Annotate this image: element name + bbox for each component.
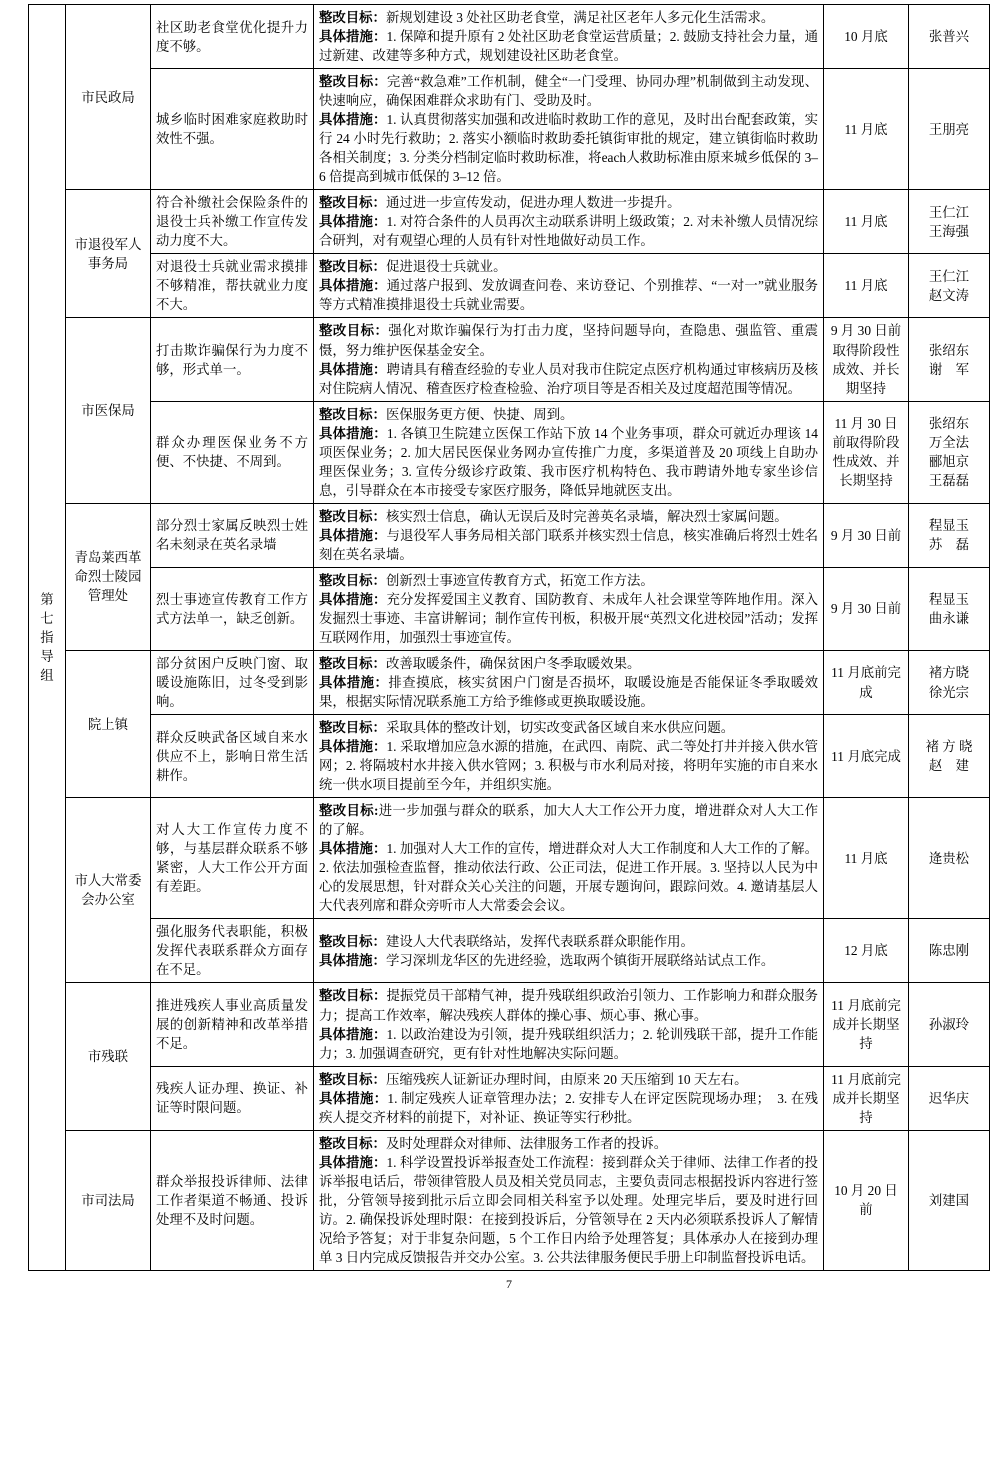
table-row bbox=[29, 318, 990, 401]
goal-text: 建设人大代表联络站，发挥代表联系群众职能作用。 bbox=[385, 933, 694, 949]
table-row bbox=[29, 919, 990, 983]
unit-cell: 市民政局 bbox=[66, 5, 151, 190]
steps-line bbox=[319, 276, 818, 314]
group-label-cell bbox=[29, 5, 66, 1271]
goal-line bbox=[319, 1134, 818, 1153]
goal-line bbox=[319, 1070, 818, 1089]
table-row bbox=[29, 798, 990, 919]
steps-text: 1. 认真贯彻落实加强和改进临时救助工作的意见，及时出台配套政策，实行 24 小时先行救助；2. 落实小额临时救助委托镇街审批的规定，建立镇街临时救助各相关制度；3. 分类分档制定临时救助标准，将each人救助标准由原来城乡低保的 3–6 倍提高到城市低保的 3–12 倍。 bbox=[319, 112, 819, 185]
goal-line bbox=[319, 507, 818, 526]
table-row bbox=[29, 503, 990, 567]
page-number: 7 bbox=[506, 1276, 512, 1291]
measure-cell bbox=[314, 5, 824, 69]
steps-text: 1. 科学设置投诉举报查处工作流程：接到群众关于律师、法律工作者的投诉举报电话后，带领律管股人员及相关党员同志，主要负责同志根据投诉内容进行签批，分管领导接到批示后立即会同相关科室予以处理。处理完毕后，要及时进行回访。2. 确保投诉处理时限：在接到投诉后，分管领导在 2 天内必须联系投诉人了解情况给予答复；对于非复杂问题，5 个工作日内给予处理答复；具体承办人在接到办理单 3 日内完成反馈报告并交办公室。3. 公共法律服务便民手册上印制监督投诉电话。 bbox=[319, 1154, 819, 1265]
issue-cell: 对退役士兵就业需求摸排不够精准，帮扶就业力度不大。 bbox=[151, 254, 314, 318]
measure-cell bbox=[314, 318, 824, 401]
unit-cell: 市退役军人事务局 bbox=[66, 190, 151, 318]
group-label-text: 第七指导组 bbox=[40, 591, 54, 683]
goal-text: 采取具体的整改计划，切实改变武备区域自来水供应问题。 bbox=[385, 720, 735, 736]
measure-cell bbox=[314, 983, 824, 1066]
responsible-person-cell: 褚 方 晓 赵 建 bbox=[909, 715, 990, 798]
goal-text: 促进退役士兵就业。 bbox=[385, 259, 507, 275]
responsible-person-cell: 迟华庆 bbox=[909, 1066, 990, 1130]
table-row bbox=[29, 190, 990, 254]
deadline-cell: 9 月 30 日前 bbox=[824, 503, 909, 567]
goal-text: 核实烈士信息，确认无误后及时完善英名录墙，解决烈士家属问题。 bbox=[385, 508, 788, 524]
responsible-person-cell: 陈忠刚 bbox=[909, 919, 990, 983]
goal-line bbox=[319, 571, 818, 590]
steps-label: 具体措施： bbox=[319, 1154, 387, 1170]
steps-line bbox=[319, 590, 818, 647]
deadline-cell: 11 月底前完成并长期坚持 bbox=[824, 983, 909, 1066]
steps-line bbox=[319, 526, 818, 564]
steps-line bbox=[319, 1089, 818, 1127]
deadline-cell: 11 月底前完成 bbox=[824, 650, 909, 714]
issue-cell: 群众反映武备区域自来水供应不上，影响日常生活耕作。 bbox=[151, 715, 314, 798]
responsible-person-cell: 程显玉 苏 磊 bbox=[909, 503, 990, 567]
goal-label: 整改目标： bbox=[319, 933, 386, 949]
table-row bbox=[29, 401, 990, 503]
steps-text: 聘请具有稽查经验的专业人员对我市住院定点医疗机构通过审核病历及核对住院病人情况、稽查医疗检查检验、治疗项目等是否相关及过度超范围等情况。 bbox=[319, 361, 819, 396]
goal-text: 通过进一步宣传发动，促进办理人数进一步提升。 bbox=[385, 195, 681, 211]
goal-line bbox=[319, 321, 818, 359]
goal-label: 整改目标： bbox=[319, 10, 386, 25]
issue-cell: 部分烈士家属反映烈士姓名未刻录在英名录墙 bbox=[151, 503, 314, 567]
steps-text: 1. 对符合条件的人员再次主动联系讲明上级政策；2. 对未补缴人员情况综合研判，对有观望心理的人员有针对性地做好动员工作。 bbox=[319, 214, 819, 249]
measure-cell bbox=[314, 798, 824, 919]
steps-label: 具体措施： bbox=[319, 527, 387, 543]
steps-label: 具体措施： bbox=[319, 29, 387, 45]
goal-line bbox=[319, 654, 818, 673]
measure-cell bbox=[314, 919, 824, 983]
deadline-cell: 9 月 30 日前 bbox=[824, 567, 909, 650]
steps-text: 与退役军人事务局相关部门联系并核实烈士信息，核实准确后将烈士姓名刻在英名录墙。 bbox=[319, 527, 819, 562]
steps-line bbox=[319, 737, 818, 794]
deadline-cell: 11 月 30 日前取得阶段性成效、并长期坚持 bbox=[824, 401, 909, 503]
goal-text: 改善取暖条件，确保贫困户冬季取暖效果。 bbox=[385, 655, 641, 671]
responsible-person-cell: 王朋亮 bbox=[909, 69, 990, 190]
goal-text: 压缩残疾人证新证办理时间，由原来 20 天压缩到 10 天左右。 bbox=[385, 1071, 748, 1087]
steps-label: 具体措施： bbox=[319, 591, 387, 607]
goal-label: 整改目标： bbox=[319, 720, 386, 736]
steps-label: 具体措施： bbox=[319, 425, 387, 441]
table-row bbox=[29, 69, 990, 190]
deadline-cell: 10 月底 bbox=[824, 5, 909, 69]
deadline-cell: 11 月底 bbox=[824, 190, 909, 254]
steps-line bbox=[319, 212, 818, 250]
measure-cell bbox=[314, 1130, 824, 1270]
steps-text: 1. 保障和提升原有 2 处社区助老食堂运营质量；2. 鼓励支持社会力量，通过新建、改建等多种方式，规划建设社区助老食堂。 bbox=[319, 29, 819, 64]
table-row bbox=[29, 650, 990, 714]
responsible-person-cell: 王仁江 赵文涛 bbox=[909, 254, 990, 318]
measure-cell bbox=[314, 1066, 824, 1130]
table-row bbox=[29, 567, 990, 650]
steps-text: 充分发挥爱国主义教育、国防教育、未成年人社会课堂等阵地作用。深入发掘烈士事迹、丰富讲解词；制作宣传刊板，积极开展“英烈文化进校园”活动；发挥互联网作用，加强烈士事迹宣传。 bbox=[319, 591, 819, 645]
steps-line bbox=[319, 110, 818, 186]
goal-label: 整改目标： bbox=[319, 508, 386, 524]
goal-label: 整改目标： bbox=[319, 572, 386, 588]
unit-cell: 市残联 bbox=[66, 983, 151, 1130]
responsible-person-cell: 逄贵松 bbox=[909, 798, 990, 919]
steps-text: 1. 各镇卫生院建立医保工作站下放 14 个业务事项，群众可就近办理该 14 项医保业务；2. 加大居民医保业务网办宣传推广力度，多渠道普及 20 项线上自助办理医保业务；3. 宣传分级诊疗政策、我市医疗机构特色、我市聘请外地专家坐诊信息，引导群众在本市接受专家医疗服务，降低异地就医支出。 bbox=[319, 425, 819, 498]
deadline-cell: 11 月底完成 bbox=[824, 715, 909, 798]
goal-label: 整改目标: bbox=[319, 803, 379, 819]
steps-line bbox=[319, 951, 818, 970]
goal-label: 整改目标： bbox=[319, 195, 386, 211]
measure-cell bbox=[314, 503, 824, 567]
goal-line bbox=[319, 257, 818, 276]
steps-text: 1. 以政治建设为引领，提升残联组织活力；2. 轮训残联干部，提升工作能力；3. 加强调查研究，更有针对性地解决实际问题。 bbox=[319, 1026, 819, 1061]
measure-cell bbox=[314, 401, 824, 503]
responsible-person-cell: 孙淑玲 bbox=[909, 983, 990, 1066]
goal-line bbox=[319, 8, 818, 27]
issue-cell: 烈士事迹宣传教育工作方式方法单一，缺乏创新。 bbox=[151, 567, 314, 650]
deadline-cell: 11 月底前完成并长期坚持 bbox=[824, 1066, 909, 1130]
rectification-table bbox=[28, 4, 990, 1271]
deadline-cell: 9 月 30 日前取得阶段性成效、并长期坚持 bbox=[824, 318, 909, 401]
steps-label: 具体措施： bbox=[319, 675, 389, 690]
steps-label: 具体措施： bbox=[319, 361, 387, 377]
goal-label: 整改目标： bbox=[319, 1135, 386, 1151]
goal-line bbox=[319, 986, 818, 1024]
goal-line bbox=[319, 72, 818, 110]
issue-cell: 部分贫困户反映门窗、取暖设施陈旧，过冬受到影响。 bbox=[151, 650, 314, 714]
goal-text: 完善“救急难”工作机制，健全“一门受理、协同办理”机制做到主动发现、快速响应，确保困难群众求助有门、受助及时。 bbox=[319, 74, 819, 109]
goal-label: 整改目标： bbox=[319, 406, 386, 422]
responsible-person-cell: 张绍东 万全法 郦旭京 王磊磊 bbox=[909, 401, 990, 503]
steps-line bbox=[319, 1025, 818, 1063]
deadline-cell: 12 月底 bbox=[824, 919, 909, 983]
table-row bbox=[29, 1130, 990, 1270]
goal-text: 进一步加强与群众的联系，加大人大工作公开力度，增进群众对人大工作的了解。 bbox=[319, 803, 819, 838]
steps-line bbox=[319, 839, 818, 915]
issue-cell: 群众办理医保业务不方便、不快捷、不周到。 bbox=[151, 401, 314, 503]
steps-line bbox=[319, 27, 818, 65]
goal-label: 整改目标： bbox=[319, 988, 387, 1004]
measure-cell bbox=[314, 190, 824, 254]
goal-label: 整改目标： bbox=[319, 655, 386, 671]
issue-cell: 对人大工作宣传力度不够，与基层群众联系不够紧密，人大工作公开方面有差距。 bbox=[151, 798, 314, 919]
issue-cell: 残疾人证办理、换证、补证等时限问题。 bbox=[151, 1066, 314, 1130]
unit-cell: 青岛莱西革命烈士陵园管理处 bbox=[66, 503, 151, 650]
steps-text: 1. 采取增加应急水源的措施，在武四、南院、武二等处打井并接入供水管网；2. 将隔坡村水井接入供水管网；3. 积极与市水利局对接，将明年实施的市自来水统一供水项目提前至今年，并组织实施。 bbox=[319, 739, 819, 793]
table-row bbox=[29, 1066, 990, 1130]
deadline-cell: 11 月底 bbox=[824, 798, 909, 919]
goal-line bbox=[319, 932, 818, 951]
goal-text: 强化对欺诈骗保行为打击力度，坚持问题导向，查隐患、强监管、重震慑，努力维护医保基金安全。 bbox=[319, 323, 818, 358]
goal-line bbox=[319, 801, 818, 839]
goal-line bbox=[319, 193, 818, 212]
goal-label: 整改目标： bbox=[319, 74, 387, 90]
steps-label: 具体措施： bbox=[319, 739, 387, 755]
measure-cell bbox=[314, 254, 824, 318]
responsible-person-cell: 褚方晓 徐光宗 bbox=[909, 650, 990, 714]
steps-text: 1. 制定残疾人证章管理办法；2. 安排专人在评定医院现场办理； 3. 在残疾人提交齐材料的前提下，对补证、换证等实行秒批。 bbox=[319, 1090, 818, 1125]
steps-line bbox=[319, 1153, 818, 1267]
goal-text: 医保服务更方便、快捷、周到。 bbox=[385, 406, 574, 422]
steps-label: 具体措施： bbox=[319, 1090, 388, 1106]
responsible-person-cell: 张普兴 bbox=[909, 5, 990, 69]
issue-cell: 推进残疾人事业高质量发展的创新精神和改革举措不足。 bbox=[151, 983, 314, 1066]
goal-label: 整改目标： bbox=[319, 259, 386, 275]
measure-cell bbox=[314, 650, 824, 714]
responsible-person-cell: 张绍东 谢 军 bbox=[909, 318, 990, 401]
responsible-person-cell: 王仁江 王海强 bbox=[909, 190, 990, 254]
unit-cell: 市人大常委会办公室 bbox=[66, 798, 151, 983]
table-row bbox=[29, 983, 990, 1066]
issue-cell: 打击欺诈骗保行为力度不够，形式单一。 bbox=[151, 318, 314, 401]
steps-label: 具体措施： bbox=[319, 278, 387, 294]
goal-label: 整改目标： bbox=[319, 1071, 386, 1087]
goal-text: 提振党员干部精气神，提升残联组织政治引领力、工作影响力和群众服务力；提高工作效率，解决残疾人群体的操心事、烦心事、揪心事。 bbox=[319, 988, 819, 1023]
responsible-person-cell: 程显玉 曲永谦 bbox=[909, 567, 990, 650]
steps-label: 具体措施： bbox=[319, 112, 387, 128]
measure-cell bbox=[314, 69, 824, 190]
table-row bbox=[29, 254, 990, 318]
steps-text: 学习深圳龙华区的先进经验，选取两个镇街开展联络站试点工作。 bbox=[385, 952, 775, 968]
deadline-cell: 10 月 20 日前 bbox=[824, 1130, 909, 1270]
issue-cell: 城乡临时困难家庭救助时效性不强。 bbox=[151, 69, 314, 190]
measure-cell bbox=[314, 715, 824, 798]
steps-label: 具体措施： bbox=[319, 214, 387, 230]
steps-line bbox=[319, 673, 818, 711]
goal-label: 整改目标： bbox=[319, 323, 389, 339]
goal-text: 创新烈士事迹宣传教育方式，拓宽工作方法。 bbox=[385, 572, 654, 588]
steps-text: 1. 加强对人大工作的宣传，增进群众对人大工作制度和人大工作的了解。2. 依法加强检查监督，推动依法行政、公正司法，促进工作开展。3. 坚持以人民为中心的发展思想，针对群众关心关注的问题，开展专题询问，跟踪问效。4. 邀请基层人大代表列席和群众旁听市人大常委会会议。 bbox=[319, 841, 819, 914]
table-row bbox=[29, 5, 990, 69]
deadline-cell: 11 月底 bbox=[824, 254, 909, 318]
unit-cell: 市医保局 bbox=[66, 318, 151, 503]
deadline-cell: 11 月底 bbox=[824, 69, 909, 190]
measure-cell bbox=[314, 567, 824, 650]
issue-cell: 社区助老食堂优化提升力度不够。 bbox=[151, 5, 314, 69]
goal-text: 新规划建设 3 处社区助老食堂，满足社区老年人多元化生活需求。 bbox=[385, 10, 775, 25]
issue-cell: 群众举报投诉律师、法律工作者渠道不畅通、投诉处理不及时问题。 bbox=[151, 1130, 314, 1270]
goal-line bbox=[319, 405, 818, 424]
steps-line bbox=[319, 360, 818, 398]
steps-label: 具体措施： bbox=[319, 1026, 387, 1042]
issue-cell: 强化服务代表职能，积极发挥代表联系群众方面存在不足。 bbox=[151, 919, 314, 983]
steps-line bbox=[319, 424, 818, 500]
table-row bbox=[29, 715, 990, 798]
unit-cell: 院上镇 bbox=[66, 650, 151, 797]
steps-text: 排查摸底，核实贫困户门窗是否损坏，取暖设施是否能保证冬季取暖效果，根据实际情况联系施工方给予维修或更换取暖设施。 bbox=[319, 675, 818, 710]
unit-cell: 市司法局 bbox=[66, 1130, 151, 1270]
steps-label: 具体措施： bbox=[319, 841, 387, 857]
issue-cell: 符合补缴社会保险条件的退役士兵补缴工作宣传发动力度不大。 bbox=[151, 190, 314, 254]
responsible-person-cell: 刘建国 bbox=[909, 1130, 990, 1270]
steps-text: 通过落户报到、发放调查问卷、来访登记、个别推荐、“一对一”就业服务等方式精准摸排退役士兵就业需要。 bbox=[319, 278, 818, 313]
steps-label: 具体措施： bbox=[319, 952, 386, 968]
goal-text: 及时处理群众对律师、法律服务工作者的投诉。 bbox=[385, 1135, 668, 1151]
goal-line bbox=[319, 718, 818, 737]
